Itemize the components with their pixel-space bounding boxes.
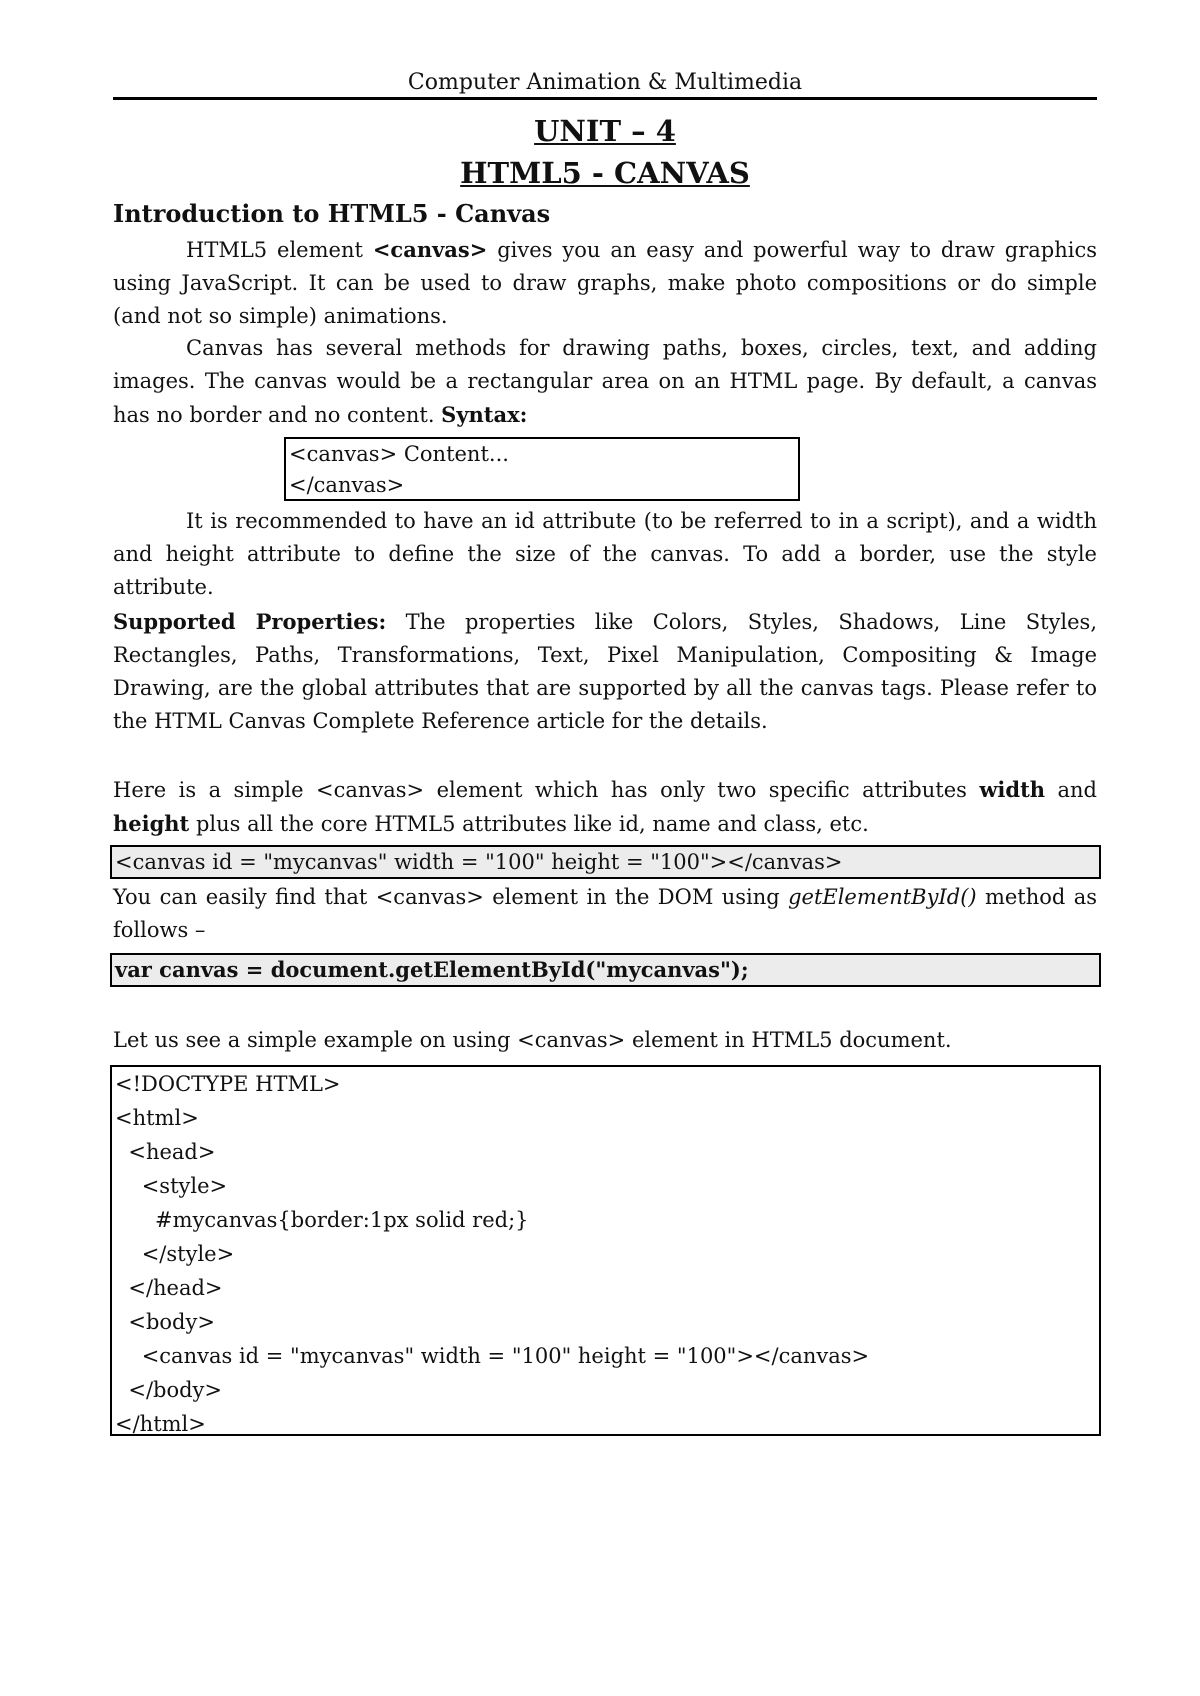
intro-paragraph-3: It is recommended to have an id attribute (to be referred to in a script), and a width and height attribute to define the size of the canvas. To add a border, use the style attribute. xyxy=(113,509,1097,599)
intro-heading: Introduction to HTML5 - Canvas xyxy=(113,199,551,228)
simple-canvas-paragraph: Here is a simple <canvas> element which has only two specific attributes width and height plus all the core HTML5 attributes like id, name and class, etc. xyxy=(113,777,1097,836)
intro-paragraph-2: Canvas has several methods for drawing paths, boxes, circles, text, and adding images. The canvas would be a rectangular area on an HTML page. By default, a canvas has no border and no content. Syntax: xyxy=(113,336,1097,427)
code-line: </head> xyxy=(115,1276,223,1300)
code-line: </style> xyxy=(115,1242,235,1266)
code-line: <body> xyxy=(115,1310,215,1334)
dom-paragraph: You can easily find that <canvas> element in the DOM using getElementById() method as follows – xyxy=(113,885,1097,942)
code-line: </body> xyxy=(115,1378,223,1402)
code-line: #mycanvas{border:1px solid red;} xyxy=(115,1208,529,1232)
code-line: </html> xyxy=(115,1412,206,1436)
code-line: <canvas id = "mycanvas" width = "100" height = "100"></canvas> xyxy=(115,1344,870,1368)
code-line: <html> xyxy=(115,1106,199,1130)
code-line: <!DOCTYPE HTML> xyxy=(115,1072,341,1096)
syntax-box xyxy=(284,437,800,501)
page-header: Computer Animation & Multimedia xyxy=(113,70,1097,100)
code-snippet-getelement: var canvas = document.getElementById("mycanvas"); xyxy=(110,953,1101,987)
example-code-block xyxy=(110,1065,1101,1436)
unit-title: UNIT – 4 xyxy=(534,114,676,148)
example-intro: Let us see a simple example on using <canvas> element in HTML5 document. xyxy=(113,1028,952,1052)
code-line: <style> xyxy=(115,1174,228,1198)
code-line: <head> xyxy=(115,1140,216,1164)
syntax-line: </canvas> xyxy=(289,473,405,497)
syntax-line: <canvas> Content... xyxy=(289,442,509,466)
code-snippet-canvas: <canvas id = "mycanvas" width = "100" height = "100"></canvas> xyxy=(110,845,1101,879)
supported-properties-paragraph: Supported Properties: The properties like Colors, Styles, Shadows, Line Styles, Rectangles, Paths, Transformations, Text, Pixel Manipulation, Compositing & Image Drawing, are the global attributes that are supported by all the canvas tags. Please refer to the HTML Canvas Complete Reference article for the details. xyxy=(113,609,1098,733)
intro-paragraph-1: HTML5 element <canvas> gives you an easy and powerful way to draw graphics using JavaScript. It can be used to draw graphs, make photo compositions or do simple (and not so simple) animations. xyxy=(113,237,1097,328)
unit-subtitle: HTML5 - CANVAS xyxy=(460,156,750,190)
